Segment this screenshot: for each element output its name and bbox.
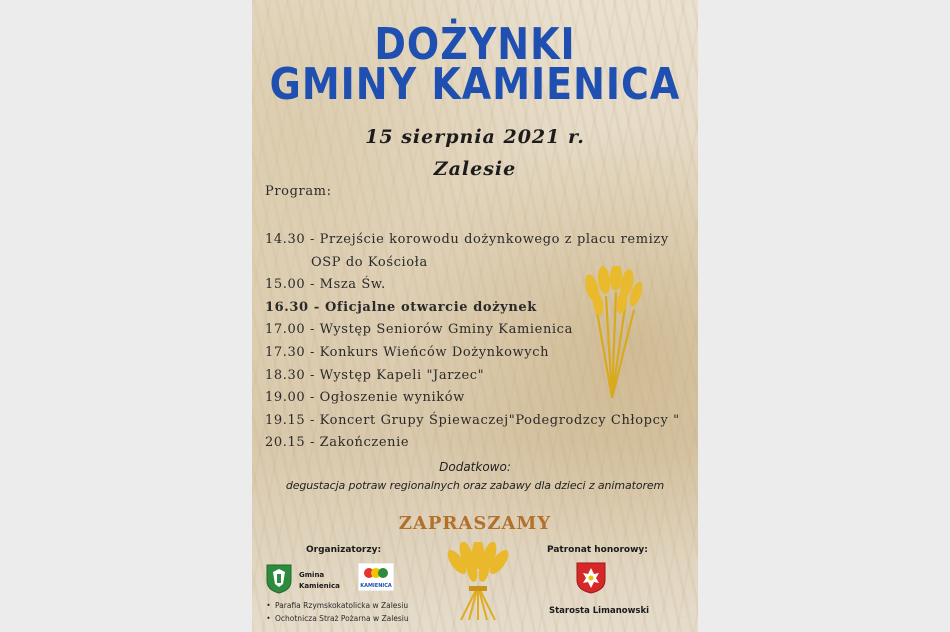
gok-logo-icon [358, 563, 394, 591]
gmina-logo-text [299, 570, 359, 592]
invite-text: ZAPRASZAMY [398, 513, 552, 534]
program-item: 15.00 - Msza Św. [265, 277, 386, 293]
patron-name: Starosta Limanowski [549, 606, 650, 616]
program-item-highlight: 16.30 - Oficjalne otwarcie dożynek [265, 299, 537, 315]
program-item: 20.15 - Zakończenie [265, 435, 410, 451]
program-item: 17.30 - Konkurs Wieńców Dożynkowych [265, 344, 550, 360]
program-item-continuation: OSP do Kościoła [311, 254, 428, 270]
patron-label: Patronat honorowy: [547, 545, 648, 555]
organizer-item: • Ochotnicza Straż Pożarna w Zalesiu [262, 612, 409, 625]
gmina-logo-text-line2: Kamienica [299, 582, 340, 590]
poster [252, 0, 698, 632]
organizers-label: Organizatorzy: [306, 545, 382, 555]
extra-text: degustacja potraw regionalnych oraz zabawy dla dzieci z animatorem [285, 479, 665, 492]
program-label: Program: [265, 184, 332, 199]
gmina-kamienica-logo-icon [266, 564, 292, 594]
event-date: 15 sierpnia 2021 r. [365, 126, 585, 148]
powiat-coat-of-arms-icon [576, 562, 606, 594]
program-item: 17.00 - Występ Seniorów Gminy Kamienica [265, 322, 573, 338]
gok-logo-text: KAMIENICA [360, 583, 392, 589]
title-line-2: GMINY KAMIENICA [269, 58, 681, 110]
wheat-sheaf-icon [447, 542, 509, 622]
title-line-1: DOŻYNKI [374, 18, 576, 70]
extra-title: Dodatkowo: [439, 460, 511, 474]
organizers-list [262, 599, 409, 625]
wheat-ears-icon [582, 266, 642, 400]
program-item: 14.30 - Przejście korowodu dożynkowego z placu remizy [265, 232, 669, 247]
program-item: 19.15 - Koncert Grupy Śpiewaczej"Podegrodzcy Chłopcy " [265, 412, 680, 428]
program-item: 18.30 - Występ Kapeli "Jarzec" [265, 367, 485, 383]
event-place: Zalesie [433, 158, 517, 180]
organizer-item: • Parafia Rzymskokatolicka w Zalesiu [262, 599, 409, 612]
program-item: 19.00 - Ogłoszenie wyników [265, 390, 465, 406]
gmina-logo-text-line1: Gmina [299, 571, 325, 579]
